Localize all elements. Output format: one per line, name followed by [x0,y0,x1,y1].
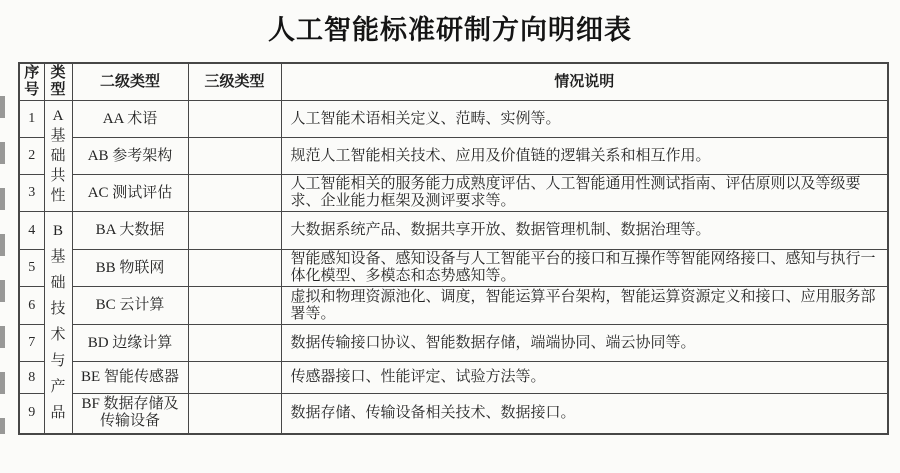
group-b-label: B基础技术与产品 [50,223,66,422]
group-cell-a [44,101,72,212]
seq-cell: 4 [19,212,44,250]
seq-cell: 2 [19,138,44,175]
desc-cell: 人工智能相关的服务能力成熟度评估、人工智能通用性测试指南、评估原则以及等级要求、企业能力框架及测评要求等。 [281,175,888,212]
level2-cell: BF 数据存储及传输设备 [72,394,188,434]
table-row [19,394,888,434]
level3-cell [188,325,281,362]
level2-cell: BB 物联网 [72,250,188,287]
level2-cell: AA 术语 [72,101,188,138]
desc-cell: 智能感知设备、感知设备与人工智能平台的接口和互操作等智能网络接口、感知与执行一体化模型、多模态和态势感知等。 [281,250,888,287]
col-header-desc: 情况说明 [281,63,888,101]
table-row [19,175,888,212]
desc-cell: 传感器接口、性能评定、试验方法等。 [281,362,888,394]
scan-artifact [0,96,5,434]
level3-cell [188,394,281,434]
level3-cell [188,250,281,287]
table-row [19,101,888,138]
seq-cell: 1 [19,101,44,138]
col-header-level3: 三级类型 [188,63,281,101]
seq-cell: 8 [19,362,44,394]
table-row [19,287,888,325]
group-cell-b [44,212,72,434]
desc-cell: 数据存储、传输设备相关技术、数据接口。 [281,394,888,434]
level3-cell [188,212,281,250]
level2-cell: BE 智能传感器 [72,362,188,394]
page-title: 人工智能标准研制方向明细表 [268,15,632,45]
desc-cell: 规范人工智能相关技术、应用及价值链的逻辑关系和相互作用。 [281,138,888,175]
seq-cell: 3 [19,175,44,212]
level2-cell: AC 测试评估 [72,175,188,212]
group-a-label: A基础共性 [50,108,66,204]
level3-cell [188,101,281,138]
level3-cell [188,362,281,394]
desc-cell: 数据传输接口协议、智能数据存储，端端协同、端云协同等。 [281,325,888,362]
seq-cell: 6 [19,287,44,325]
table-row [19,138,888,175]
desc-cell: 人工智能术语相关定义、范畴、实例等。 [281,101,888,138]
level2-cell: BC 云计算 [72,287,188,325]
col-header-level2: 二级类型 [72,63,188,101]
table-row [19,250,888,287]
level3-cell [188,287,281,325]
desc-cell: 虚拟和物理资源池化、调度，智能运算平台架构，智能运算资源定义和接口、应用服务部署等。 [281,287,888,325]
level2-cell: BD 边缘计算 [72,325,188,362]
table-row [19,325,888,362]
col-header-seq: 序号 [19,63,44,101]
desc-cell: 大数据系统产品、数据共享开放、数据管理机制、数据治理等。 [281,212,888,250]
standards-table [18,62,889,435]
seq-cell: 5 [19,250,44,287]
header-row [19,63,888,101]
col-header-type: 类型 [44,63,72,101]
table-row [19,212,888,250]
level2-cell: BA 大数据 [72,212,188,250]
table-row [19,362,888,394]
level3-cell [188,175,281,212]
seq-cell: 9 [19,394,44,434]
seq-cell: 7 [19,325,44,362]
level3-cell [188,138,281,175]
level2-cell: AB 参考架构 [72,138,188,175]
